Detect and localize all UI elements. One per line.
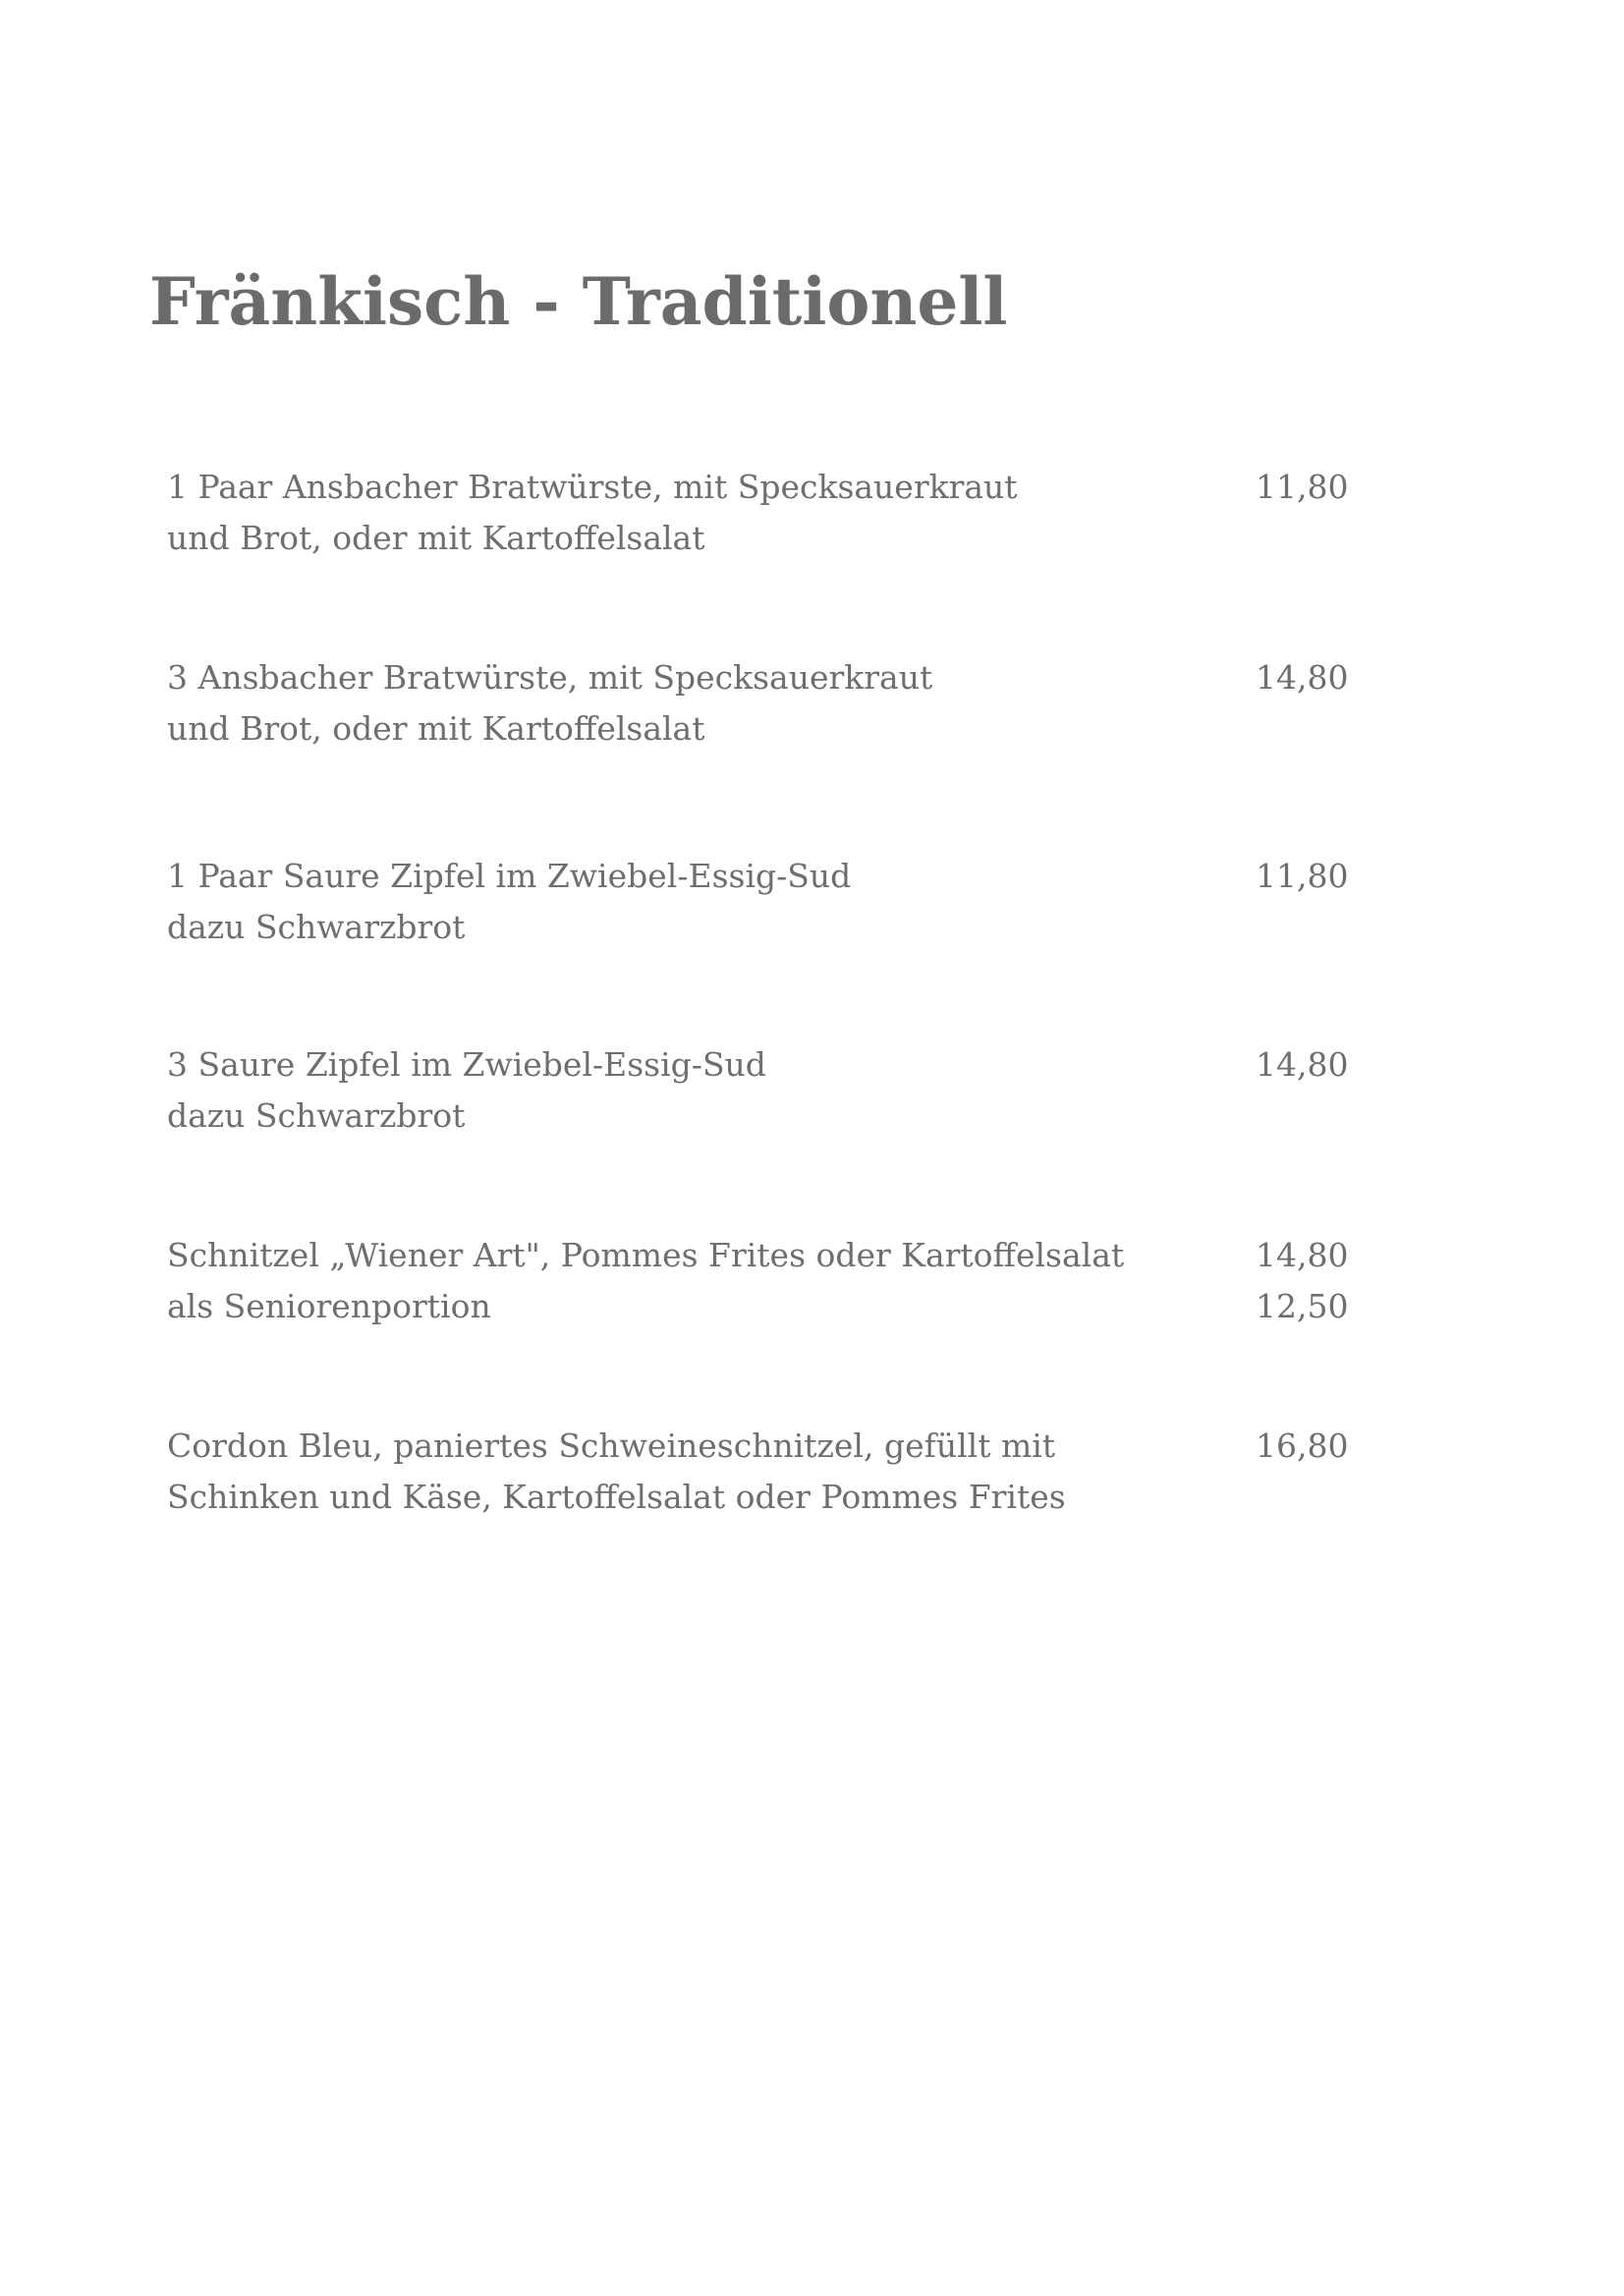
- item-price: 14,80: [1256, 1236, 1349, 1274]
- item-description-line-2: als Seniorenportion: [167, 1287, 491, 1325]
- item-description-line-1: Schnitzel „Wiener Art", Pommes Frites oder Kartoffelsalat: [167, 1236, 1125, 1274]
- menu-item: [167, 652, 1349, 760]
- item-description-line-2: dazu Schwarzbrot: [167, 1096, 466, 1135]
- item-description-line-2: Schinken und Käse, Kartoffelsalat oder Pommes Frites: [167, 1478, 1066, 1516]
- menu-item: [167, 1421, 1349, 1529]
- item-description-line-1: 3 Ansbacher Bratwürste, mit Specksauerkraut: [167, 658, 933, 697]
- item-description-line-2: und Brot, oder mit Kartoffelsalat: [167, 709, 705, 748]
- item-description-line-1: 1 Paar Saure Zipfel im Zwiebel-Essig-Sud: [167, 857, 852, 895]
- page-title: Fränkisch - Traditionell: [149, 263, 1008, 340]
- item-description-line-2: dazu Schwarzbrot: [167, 908, 466, 946]
- item-description-line-1: 1 Paar Ansbacher Bratwürste, mit Specksauerkraut: [167, 468, 1018, 506]
- menu-item: [167, 1230, 1349, 1338]
- item-price: 14,80: [1256, 658, 1349, 697]
- item-description-line-1: Cordon Bleu, paniertes Schweineschnitzel, gefüllt mit: [167, 1427, 1056, 1465]
- item-price: 11,80: [1256, 857, 1349, 895]
- item-description-line-1: 3 Saure Zipfel im Zwiebel-Essig-Sud: [167, 1045, 766, 1084]
- item-price: 11,80: [1256, 468, 1349, 506]
- menu-item: [167, 1039, 1349, 1148]
- item-price-senior: 12,50: [1256, 1287, 1349, 1325]
- menu-item: [167, 851, 1349, 959]
- item-description-line-2: und Brot, oder mit Kartoffelsalat: [167, 519, 705, 557]
- item-price: 14,80: [1256, 1045, 1349, 1084]
- menu-item: [167, 462, 1349, 570]
- item-price: 16,80: [1256, 1427, 1349, 1465]
